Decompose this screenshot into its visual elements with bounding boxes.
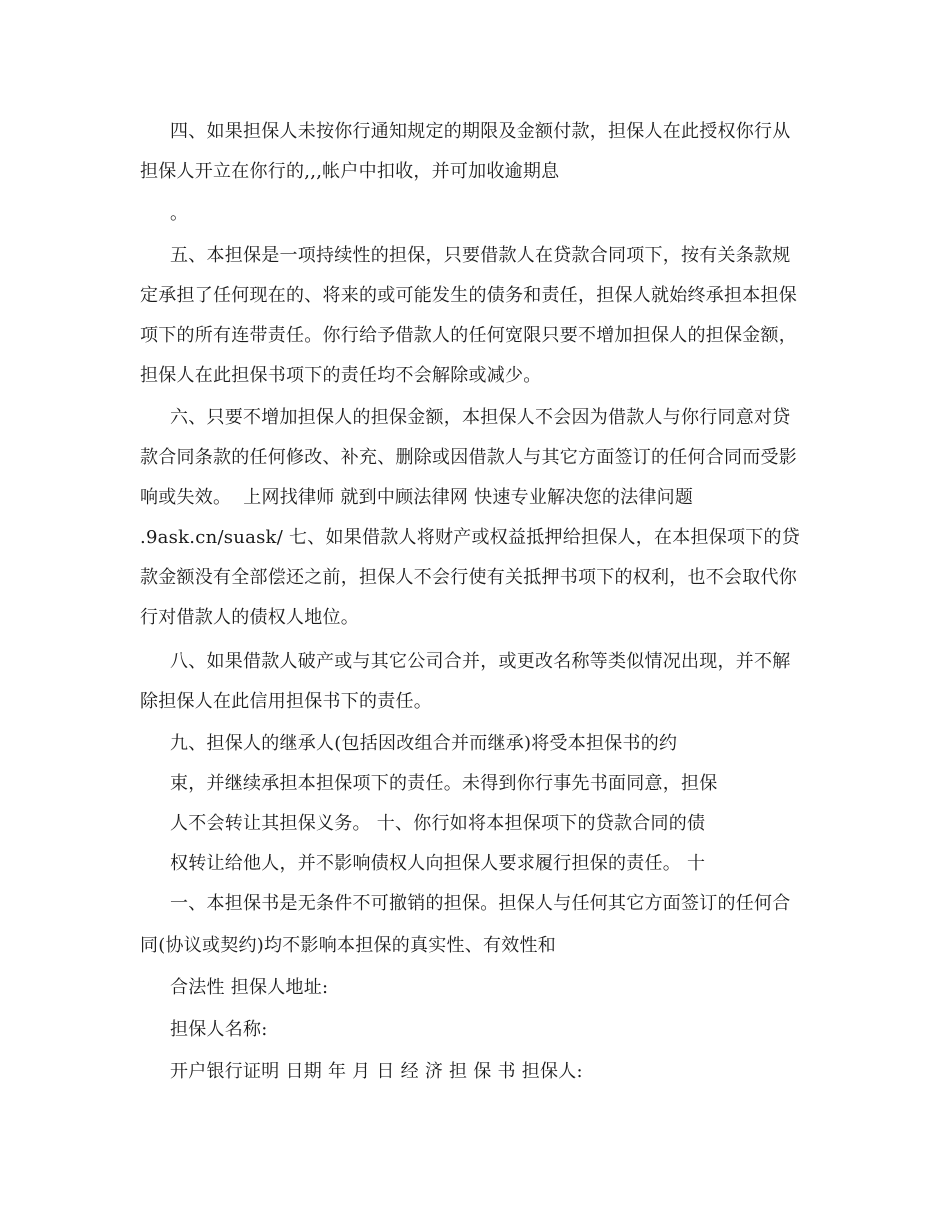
- text-line: 同(协议或契约)均不影响本担保的真实性、有效性和: [140, 935, 557, 956]
- text-line: 合法性 担保人地址:: [170, 977, 329, 998]
- text-line: 项下的所有连带责任。你行给予借款人的任何宽限只要不增加担保人的担保金额，: [140, 325, 797, 346]
- text-line: 四、如果担保人未按你行通知规定的期限及金额付款，担保人在此授权你行从: [170, 121, 791, 142]
- text-line: 六、只要不增加担保人的担保金额，本担保人不会因为借款人与你行同意对贷: [170, 407, 791, 428]
- text-line: .9ask.cn/suask/ 七、如果借款人将财产或权益抵押给担保人，在本担保项下的贷: [140, 527, 800, 548]
- text-line: 八、如果借款人破产或与其它公司合并，或更改名称等类似情况出现，并不解: [170, 651, 791, 672]
- text-line: 。: [170, 203, 189, 224]
- text-line: 权转让给他人，并不影响债权人向担保人要求履行担保的责任。 十: [170, 853, 706, 874]
- text-line: 一、本担保书是无条件不可撤销的担保。担保人与任何其它方面签订的任何合: [170, 893, 791, 914]
- text-line: 行对借款人的债权人地位。: [140, 607, 359, 628]
- text-line: 担保人名称:: [170, 1019, 268, 1040]
- text-line: 除担保人在此信用担保书下的责任。: [140, 691, 432, 712]
- text-line: 五、本担保是一项持续性的担保，只要借款人在贷款合同项下，按有关条款规: [170, 245, 791, 266]
- text-line: 担保人在此担保书项下的责任均不会解除或减少。: [140, 365, 542, 386]
- text-line: 担保人开立在你行的,,,帐户中扣收，并可加收逾期息: [140, 161, 560, 182]
- text-line: 响或失效。 上网找律师 就到中顾法律网 快速专业解决您的法律问题: [140, 487, 694, 508]
- text-line: 人不会转让其担保义务。 十、你行如将本担保项下的贷款合同的债: [170, 813, 706, 834]
- text-line: 款金额没有全部偿还之前，担保人不会行使有关抵押书项下的权利，也不会取代你: [140, 567, 797, 588]
- text-line: 定承担了任何现在的、将来的或可能发生的债务和责任，担保人就始终承担本担保: [140, 285, 797, 306]
- text-line: 开户银行证明 日期 年 月 日 经 济 担 保 书 担保人:: [170, 1061, 583, 1082]
- text-line: 款合同条款的任何修改、补充、删除或因借款人与其它方面签订的任何合同而受影: [140, 447, 797, 468]
- text-line: 九、担保人的继承人(包括因改组合并而继承)将受本担保书的约: [170, 733, 678, 754]
- text-line: 束，并继续承担本担保项下的责任。未得到你行事先书面同意，担保: [170, 773, 718, 794]
